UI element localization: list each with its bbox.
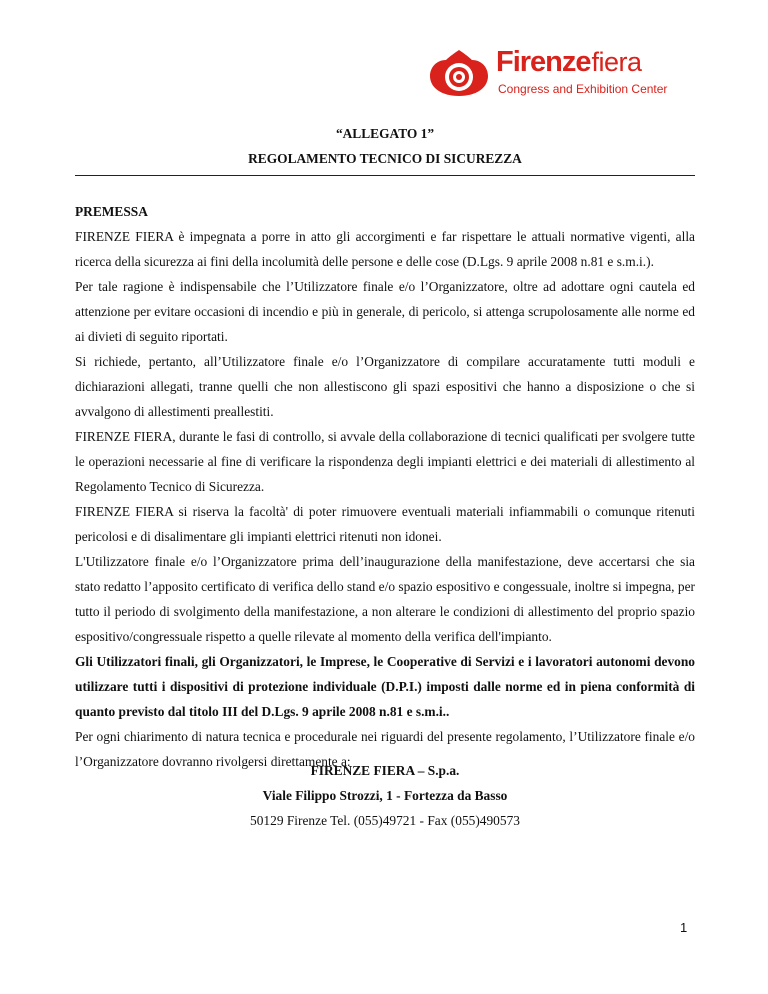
logo-brand-main: Firenze [496,46,591,78]
firenze-fiera-logo [428,46,678,102]
document-body [75,199,695,774]
title-divider [75,175,695,176]
contact-company: FIRENZE FIERA – S.p.a. [310,763,460,778]
paragraph: Per tale ragione è indispensabile che l’Utilizzatore finale e/o l’Organizzatore, oltre ad adottare ogni cautela ed attenzione per evitare occasioni di incendio e più in generale, di pericolo, si attenga scrupolosamente alle norme ed ai divieti di seguito riportati. [75,279,695,344]
paragraph: FIRENZE FIERA si riserva la facoltà' di poter rimuovere eventuali materiali infiammabili o comunque ritenuti pericolosi e di disalimentare gli impianti elettrici ritenuti non idonei. [75,504,695,544]
section-title: PREMESSA [75,204,148,219]
contact-block [75,758,695,833]
closing-paragraph: Per ogni chiarimento di natura tecnica e procedurale nei riguardi del presente regolamento, l’Utilizzatore finale e/o l’Organizzatore dovranno rivolgersi direttamente a: [75,729,695,769]
annex-label: “ALLEGATO 1” [335,126,435,141]
ppe-requirement-paragraph: Gli Utilizzatori finali, gli Organizzatori, le Imprese, le Cooperative di Servizi e i lavoratori autonomi devono utilizzare tutti i dispositivi di protezione individuale (D.P.I.) imposti dalle norme ed in piena conformità di quanto previsto dal titolo III del D.Lgs. 9 aprile 2008 n.81 e s.m.i.. [75,654,695,719]
document-title: REGOLAMENTO TECNICO DI SICUREZZA [248,151,522,166]
logo-subtitle: Congress and Exhibition Center [498,82,668,96]
logo-wordmark [496,46,642,79]
paragraph: FIRENZE FIERA, durante le fasi di controllo, si avvale della collaborazione di tecnici qualificati per svolgere tutte le operazioni necessarie al fine di verificare la rispondenza degli impianti elettrici e dei materiali di allestimento al Regolamento Tecnico di Sicurezza. [75,429,695,494]
logo-brand-secondary: fiera [591,47,642,77]
paragraph: L'Utilizzatore finale e/o l’Organizzatore prima dell’inaugurazione della manifestazione, deve accertarsi che sia stato redatto l’apposito certificato di verifica dello stand e/o spazio espositivo e congessuale, inoltre si impegna, per tutto il periodo di svolgimento della manifestazione, a non alterare le condizioni di allestimento del proprio spazio espositivo/congressuale rispetto a quelle rilevate al momento della verifica dell'impianto. [75,554,695,644]
paragraph: FIRENZE FIERA è impegnata a porre in atto gli accorgimenti e far rispettare le attuali normative vigenti, alla ricerca della sicurezza ai fini della incolumità delle persone e delle cose (D.Lgs. 9 aprile 2008 n.81 e s.m.i.). [75,229,695,269]
contact-phone-fax: 50129 Firenze Tel. (055)49721 - Fax (055)490573 [250,813,520,828]
paragraph: Si richiede, pertanto, all’Utilizzatore finale e/o l’Organizzatore di compilare accuratamente tutti moduli e dichiarazioni allegati, tranne quelli che non allestiscono gli spazi espositivi che hanno a disposizione o che si avvalgono di allestimenti preallestiti. [75,354,695,419]
contact-address: Viale Filippo Strozzi, 1 - Fortezza da Basso [262,788,508,803]
firenze-fiera-emblem-icon [428,48,490,98]
page-number: 1 [680,920,688,935]
